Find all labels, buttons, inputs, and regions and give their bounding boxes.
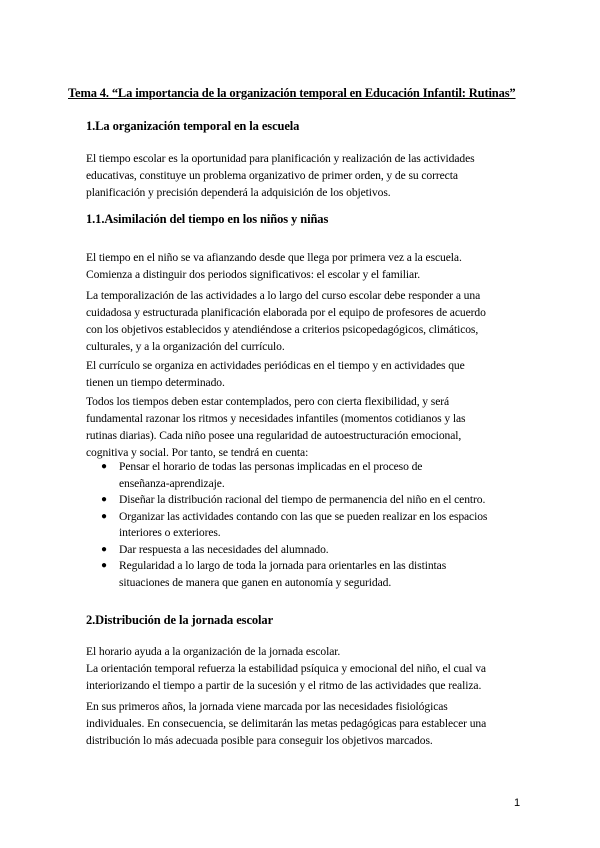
text-line: situaciones de manera que ganen en autonomía y seguridad. [119,575,392,589]
text-line: El tiempo en el niño se va afianzando desde que llega por primera vez a la escuela. [86,251,462,264]
text-line: individuales. En consecuencia, se delimitarán las metas pedagógicas para establecer una [86,717,487,730]
section-1-1-paragraph-3 [86,357,526,391]
considerations-list [86,459,526,591]
text-line: La orientación temporal refuerza la estabilidad psíquica y emocional del niño, el cual va [86,662,486,675]
text-line: rutinas diarias). Cada niño posee una regularidad de autoestructuración emocional, [86,429,462,442]
text-line: interiorizando el tiempo a partir de la sucesión y el ritmo de las actividades que realiza. [86,679,482,692]
bullet-icon: ● [101,461,107,472]
bullet-icon: ● [101,560,107,571]
list-item [86,509,526,542]
section-1-1-paragraph-4 [86,393,526,461]
text-line: cognitiva y social. Por tanto, se tendrá en cuenta: [86,446,309,459]
text-line: distribución lo más adecuada posible para conseguir los objetivos marcados. [86,734,433,747]
text-line: culturales, y a la organización del currículo. [86,340,285,353]
list-item [86,459,526,492]
list-item [86,558,526,591]
bullet-icon: ● [101,543,107,555]
text-line: Organizar las actividades contando con las que se pueden realizar en los espacios [119,509,488,523]
section-1-1-paragraph-2 [86,287,526,355]
section-1-paragraph [86,150,526,201]
page-number: 1 [514,797,521,809]
section-2-heading: 2.Distribución de la jornada escolar [86,613,274,627]
text-line: planificación y precisión dependerá la adquisición de los objetivos. [86,186,391,199]
section-1-1-heading: 1.1.Asimilación del tiempo en los niños y niñas [86,212,329,226]
text-line: En sus primeros años, la jornada viene marcada por las necesidades fisiológicas [86,700,448,713]
text-line: El currículo se organiza en actividades periódicas en el tiempo y en actividades que [86,359,465,372]
bullet-icon: ● [101,494,107,505]
text-line: Pensar el horario de todas las personas implicadas en el proceso de [119,460,423,473]
document-title: Tema 4. “La importancia de la organización temporal en Educación Infantil: Rutinas” [68,86,516,100]
text-line: con los objetivos establecidos y atendiéndose a criterios psicopedagógicos, climáticos, [86,323,479,336]
section-2-paragraph-1 [86,643,526,694]
text-line: cuidadosa y estructurada planificación elaborada por el equipo de profesores de acuerdo [86,306,486,319]
bullet-icon: ● [101,510,107,522]
list-item [86,542,526,559]
section-2-paragraph-2 [86,698,526,749]
section-1-heading: 1.La organización temporal en la escuela [86,119,300,133]
text-line: tienen un tiempo determinado. [86,376,225,389]
text-line: enseñanza-aprendizaje. [119,476,225,490]
section-1-1-paragraph-1 [86,249,526,283]
text-line: fundamental razonar los ritmos y necesidades infantiles (momentos cotidianos y las [86,412,466,425]
text-line: El horario ayuda a la organización de la jornada escolar. [86,645,341,658]
text-line: Diseñar la distribución racional del tiempo de permanencia del niño en el centro. [119,493,486,506]
list-item [86,492,526,509]
text-line: Dar respuesta a las necesidades del alumnado. [119,542,329,556]
text-line: Comienza a distinguir dos periodos significativos: el escolar y el familiar. [86,268,421,281]
text-line: interiores o exteriores. [119,526,221,539]
text-line: Regularidad a lo largo de toda la jornada para orientarles en las distintas [119,559,447,572]
text-line: Todos los tiempos deben estar contemplados, pero con cierta flexibilidad, y será [86,395,450,408]
text-line: El tiempo escolar es la oportunidad para planificación y realización de las actividades [86,152,475,165]
text-line: La temporalización de las actividades a lo largo del curso escolar debe responder a una [86,289,481,302]
text-line: educativas, constituye un problema organizativo de primer orden, y de su correcta [86,169,458,182]
